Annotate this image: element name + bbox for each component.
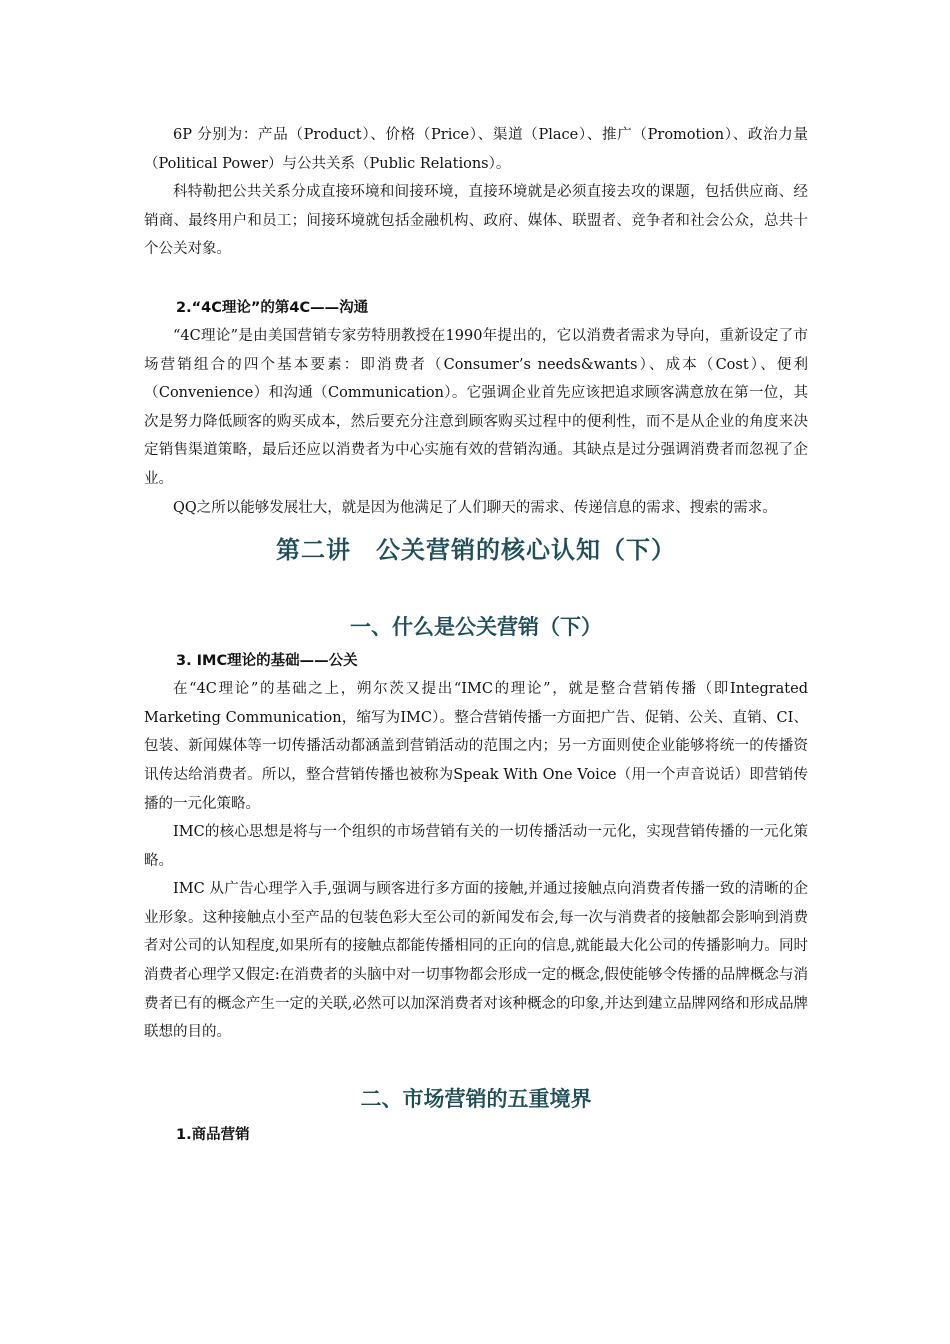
subheading-commodity-marketing: 1.商品营销 <box>176 1126 250 1143</box>
paragraph-imc-psychology: IMC 从广告心理学入手,强调与顾客进行多方面的接触,并通过接触点向消费者传播一致的清晰的企业形象。这种接触点小至产品的包装色彩大至公司的新闻发布会,每一次与消费者的接触都会影响到消费者对公司的认知程度,如果所有的接触点都能传播相同的正向的信息,就能最大化公司的传播影响力。同时消费者心理学又假定:在消费者的头脑中对一切事物都会形成一定的概念,假使能够令传播的品牌概念与消费者已有的概念产生一定的关联,必然可以加深消费者对该种概念的印象,并达到建立品牌网络和形成品牌联想的目的。 <box>144 881 808 1041</box>
paragraph-imc-core: IMC的核心思想是将与一个组织的市场营销有关的一切传播活动一元化，实现营销传播的一元化策略。 <box>144 824 808 869</box>
paragraph-kotler: 科特勒把公共关系分成直接环境和间接环境，直接环境就是必须直接去攻的课题，包括供应商、经销商、最终用户和员工；间接环境就包括金融机构、政府、媒体、联盟者、竞争者和社会公众，总共十个公关对象。 <box>144 184 808 258</box>
paragraph-qq: QQ之所以能够发展壮大，就是因为他满足了人们聊天的需求、传递信息的需求、搜索的需求。 <box>173 499 777 516</box>
paragraph-6p: 6P 分别为：产品（Product）、价格（Price）、渠道（Place）、推广（Promotion）、政治力量（Political Power）与公共关系（Public Relations）。 <box>144 127 808 172</box>
subheading-4c: 2.“4C理论”的第4C——沟通 <box>176 299 369 316</box>
lecture-title: 第二讲 公关营销的核心认知（下） <box>276 536 676 565</box>
section-title-2: 二、市场营销的五重境界 <box>360 1086 592 1111</box>
section-title-1: 一、什么是公关营销（下） <box>350 615 602 640</box>
paragraph-imc-theory: 在“4C理论”的基础之上，朔尔茨又提出“IMC的理论”，就是整合营销传播（即Integrated Marketing Communication，缩写为IMC）。整合营销传播一方面把广告、促销、公关、直销、CI、包装、新闻媒体等一切传播活动都涵盖到营销活动的范围之内；另一方面则使企业能够将统一的传播资讯传达给消费者。所以，整合营销传播也被称为Speak With One Voice（用一个声音说话）即营销传播的一元化策略。 <box>144 681 808 812</box>
subheading-imc: 3. IMC理论的基础——公关 <box>176 653 358 670</box>
paragraph-4c-theory: “4C理论”是由美国营销专家劳特朋教授在1990年提出的，它以消费者需求为导向，重新设定了市场营销组合的四个基本要素：即消费者（Consumer’s needs&wants）、成本（Cost）、便利（Convenience）和沟通（Communication）。它强调企业首先应该把追求顾客满意放在第一位，其次是努力降低顾客的购买成本，然后要充分注意到顾客购买过程中的便利性，而不是从企业的角度来决定销售渠道策略，最后还应以消费者为中心实施有效的营销沟通。其缺点是过分强调消费者而忽视了企业。 <box>144 327 808 487</box>
document-body <box>144 121 808 1149</box>
